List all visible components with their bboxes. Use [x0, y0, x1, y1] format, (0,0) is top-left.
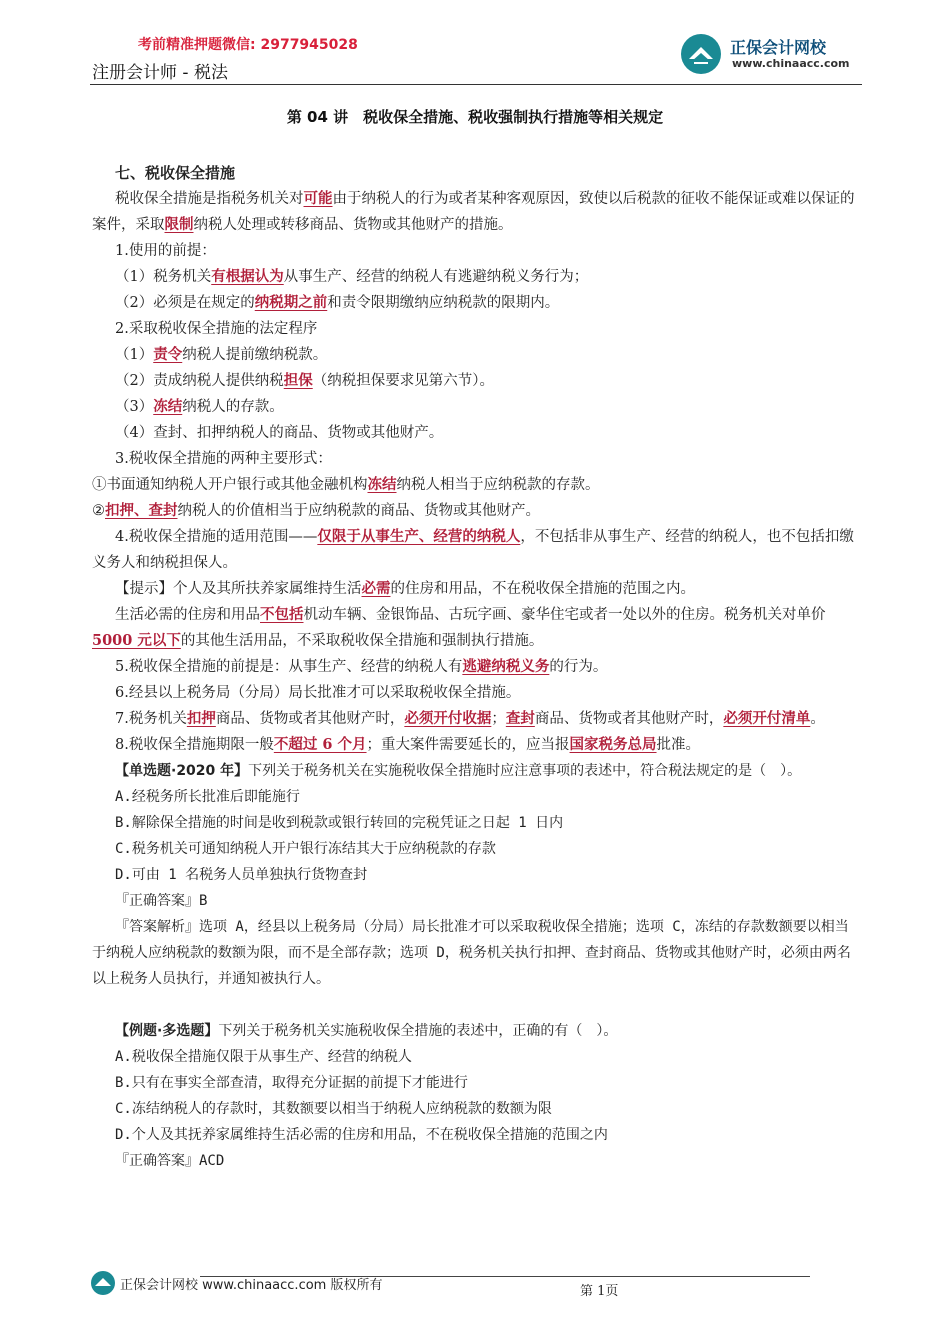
point-1-item-1: （1）税务机关有根据认为从事生产、经营的纳税人有逃避纳税义务行为；: [115, 268, 589, 285]
section-heading: 七、税收保全措施: [115, 164, 236, 182]
point-6: 6.经县以上税务局（分局）局长批准才可以采取税收保全措施。: [115, 685, 521, 701]
point-2-item-4: （4）查封、扣押纳税人的商品、货物或其他财产。: [115, 425, 444, 441]
logo-book-icon: [680, 33, 722, 75]
document-body: [92, 160, 862, 1174]
point-5: 5.税收保全措施的前提是：从事生产、经营的纳税人有逃避纳税义务的行为。: [115, 658, 608, 675]
point-8: 8.税收保全措施期限一般不超过 6 个月；重大案件需要延长的，应当报国家税务总局批准。: [115, 736, 701, 753]
logo-name: 正保会计网校: [730, 38, 827, 57]
promo-text: 考前精准押题微信: 2977945028: [138, 37, 358, 53]
point-1-item-2: （2）必须是在规定的纳税期之前和责令限期缴纳应纳税款的限期内。: [115, 294, 560, 311]
question-2: [92, 1018, 862, 1174]
page-number: 第 1页: [580, 1284, 619, 1299]
question-1-answer: 『正确答案』B: [115, 893, 208, 909]
point-3-item-1: ①书面通知纳税人开户银行或其他金融机构冻结纳税人相当于应纳税款的存款。: [92, 476, 600, 493]
point-3-item-2: ②扣押、查封纳税人的价值相当于应纳税款的商品、货物或其他财产。: [92, 502, 540, 519]
header-divider: [90, 84, 862, 85]
definition-paragraph: 税收保全措施是指税务机关对可能由于纳税人的行为或者某种客观原因，致使以后税款的征收不能保证或难以保证的案件，采取限制纳税人处理或转移商品、货物或其他财产的措施。: [92, 190, 855, 233]
footer-copyright: 正保会计网校 www.chinaacc.com 版权所有: [120, 1278, 383, 1293]
question-1-option: B.解除保全措施的时间是收到税款或银行转回的完税凭证之日起 1 日内: [115, 815, 564, 831]
question-1-option: A.经税务所长批准后即能施行: [115, 789, 300, 805]
question-1-option: D.可由 1 名税务人员单独执行货物查封: [115, 867, 368, 883]
question-2-option: B.只有在事实全部查清，取得充分证据的前提下才能进行: [115, 1075, 468, 1091]
question-1-stem: 【单选题·2020 年】下列关于税务机关在实施税收保全措施时应注意事项的表述中，符合税法规定的是（ ）。: [115, 763, 802, 779]
tip-detail-paragraph: 生活必需的住房和用品不包括机动车辆、金银饰品、古玩字画、豪华住宅或者一处以外的住房。税务机关对单价5000 元以下的其他生活用品，不采取税收保全措施和强制执行措施。: [92, 606, 826, 649]
lecture-title: 第 04 讲 税收保全措施、税收强制执行措施等相关规定: [286, 108, 664, 126]
footer-divider: [200, 1276, 810, 1277]
question-1: [92, 758, 862, 992]
point-3-heading: 3.税收保全措施的两种主要形式：: [115, 451, 332, 467]
question-1-option: C.税务机关可通知纳税人开户银行冻结其大于应纳税款的存款: [115, 841, 496, 857]
question-2-option: A.税收保全措施仅限于从事生产、经营的纳税人: [115, 1049, 412, 1065]
point-2-heading: 2.采取税收保全措施的法定程序: [115, 321, 318, 337]
subject-title: 注册会计师 - 税法: [92, 63, 228, 83]
question-1-analysis: 『答案解析』选项 A，经县以上税务局（分局）局长批准才可以采取税收保全措施；选项 C，冻结的存款数额要以相当于纳税人应纳税款的数额为限，而不是全部存款；选项 D，税务机关执行扣押、查封商品、货物或其他财产时，必须由两名以上税务人员执行，并通知被执行人。: [92, 919, 851, 987]
footer-logo-icon: [90, 1270, 116, 1296]
brand-logo: [680, 33, 870, 77]
question-2-stem: 【例题·多选题】下列关于税务机关实施税收保全措施的表述中，正确的有（ ）。: [115, 1023, 618, 1039]
point-7: 7.税务机关扣押商品、货物或者其他财产时，必须开付收据；查封商品、货物或者其他财产时，必须开付清单。: [115, 710, 825, 727]
point-4: 4.税收保全措施的适用范围——仅限于从事生产、经营的纳税人，不包括非从事生产、经营的纳税人，也不包括扣缴义务人和纳税担保人。: [92, 528, 854, 571]
question-2-option: C.冻结纳税人的存款时，其数额要以相当于纳税人应纳税款的数额为限: [115, 1101, 552, 1117]
point-2-item-3: （3）冻结纳税人的存款。: [115, 398, 284, 415]
question-2-answer: 『正确答案』ACD: [115, 1153, 225, 1169]
tip-paragraph: 【提示】个人及其所扶养家属维持生活必需的住房和用品，不在税收保全措施的范围之内。: [115, 580, 695, 597]
point-2-item-2: （2）责成纳税人提供纳税担保（纳税担保要求见第六节）。: [115, 372, 494, 389]
logo-url: www.chinaacc.com: [732, 57, 850, 70]
point-2-item-1: （1）责令纳税人提前缴纳税款。: [115, 346, 328, 363]
point-1-heading: 1.使用的前提：: [115, 243, 216, 259]
question-2-option: D.个人及其抚养家属维持生活必需的住房和用品，不在税收保全措施的范围之内: [115, 1127, 608, 1143]
